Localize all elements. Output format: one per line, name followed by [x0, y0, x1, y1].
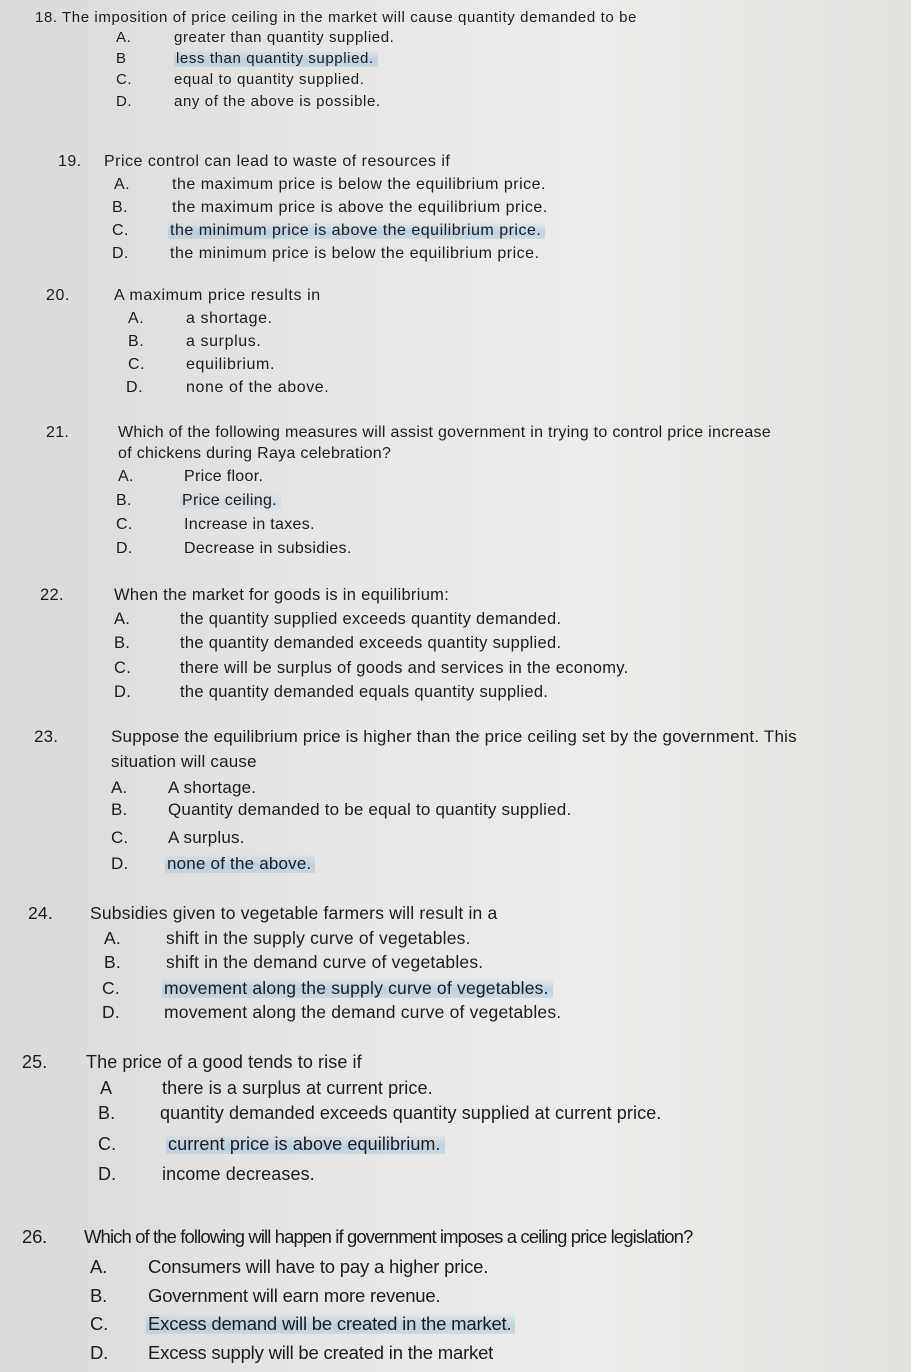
question-number: 19. — [58, 153, 82, 170]
option-letter: B. — [98, 1103, 116, 1123]
option-text: shift in the demand curve of vegetables. — [166, 952, 484, 972]
option-text: the quantity demanded exceeds quantity supplied. — [180, 634, 562, 652]
option-text: any of the above is possible. — [174, 93, 381, 110]
option-text — [165, 854, 315, 874]
question-number: 26. — [22, 1226, 48, 1247]
option-letter: A. — [116, 29, 132, 46]
option-text: A shortage. — [168, 778, 257, 797]
option-text: Consumers will have to pay a higher price. — [148, 1256, 489, 1277]
option-text: income decreases. — [162, 1164, 315, 1184]
question-number: 23. — [34, 727, 59, 746]
option-letter: B. — [104, 952, 121, 972]
question-stem: When the market for goods is in equilibrium: — [114, 586, 450, 604]
option-text: the maximum price is above the equilibrium price. — [172, 199, 548, 216]
highlighted-answer: Price ceiling. — [180, 492, 281, 509]
option-letter: C. — [111, 828, 129, 847]
option-letter: C. — [90, 1313, 109, 1334]
option-text: equilibrium. — [186, 356, 276, 373]
option-text: the quantity supplied exceeds quantity demanded. — [180, 610, 562, 628]
question-stem-continued: situation will cause — [111, 752, 257, 771]
option-letter: D. — [114, 683, 132, 701]
option-text: a shortage. — [186, 310, 273, 327]
option-letter: B. — [114, 634, 131, 652]
option-letter: D. — [116, 540, 133, 557]
option-text: Decrease in subsidies. — [184, 540, 352, 557]
question-stem: Suppose the equilibrium price is higher than the price ceiling set by the government. This — [111, 727, 797, 746]
question-stem: A maximum price results in — [114, 287, 321, 304]
option-text — [146, 1313, 515, 1335]
option-letter: D. — [116, 93, 133, 110]
option-letter: B. — [112, 199, 129, 216]
option-letter: D. — [111, 854, 129, 873]
option-letter: D. — [126, 379, 144, 396]
question-number: 21. — [46, 424, 70, 441]
question-number: 24. — [28, 903, 53, 923]
option-letter: B. — [116, 492, 132, 509]
option-text — [180, 492, 281, 510]
question-stem: The imposition of price ceiling in the market will cause quantity demanded to be — [62, 9, 637, 26]
option-letter: D. — [98, 1164, 117, 1184]
option-letter: D. — [112, 245, 129, 262]
option-letter: A. — [90, 1256, 108, 1277]
option-text: Increase in taxes. — [184, 516, 315, 533]
option-text: Quantity demanded to be equal to quantity supplied. — [168, 800, 572, 819]
option-text — [162, 978, 553, 999]
option-text: there is a surplus at current price. — [162, 1078, 433, 1098]
option-letter: C. — [128, 356, 146, 373]
question-number: 22. — [40, 586, 64, 604]
option-text: there will be surplus of goods and services in the economy. — [180, 659, 629, 677]
option-letter: C. — [116, 71, 133, 88]
question-stem: Subsidies given to vegetable farmers will result in a — [90, 903, 498, 923]
option-text: greater than quantity supplied. — [174, 29, 395, 46]
option-letter: A. — [118, 468, 134, 485]
option-text — [166, 1134, 445, 1155]
highlighted-answer: current price is above equilibrium. — [166, 1134, 445, 1154]
question-number: 25. — [22, 1052, 48, 1072]
option-letter: C. — [116, 516, 133, 533]
option-letter: D. — [90, 1342, 109, 1363]
option-text: A surplus. — [168, 828, 245, 847]
option-letter: C. — [102, 978, 120, 998]
option-letter: A. — [114, 610, 131, 628]
option-letter: B. — [111, 800, 128, 819]
option-letter: A — [100, 1078, 113, 1098]
option-text — [174, 50, 378, 67]
question-number: 18. — [35, 9, 58, 26]
option-letter: D. — [102, 1002, 120, 1022]
highlighted-answer: Excess demand will be created in the market. — [146, 1313, 515, 1334]
option-text: the maximum price is below the equilibrium price. — [172, 176, 546, 193]
option-text: the minimum price is below the equilibrium price. — [170, 245, 540, 262]
option-text — [168, 222, 545, 240]
option-letter: C. — [98, 1134, 117, 1154]
option-text: equal to quantity supplied. — [174, 71, 365, 88]
highlighted-answer: the minimum price is above the equilibrium price. — [168, 222, 545, 239]
question-stem: Price control can lead to waste of resources if — [104, 153, 451, 170]
option-letter: A. — [111, 778, 128, 797]
highlighted-answer: none of the above. — [165, 854, 315, 873]
option-letter: B. — [90, 1285, 108, 1306]
question-stem: Which of the following will happen if government imposes a ceiling price legislation? — [84, 1226, 693, 1247]
question-stem: The price of a good tends to rise if — [86, 1052, 362, 1072]
option-text: movement along the demand curve of vegetables. — [164, 1002, 562, 1022]
option-text: quantity demanded exceeds quantity supplied at current price. — [160, 1103, 662, 1123]
option-letter: C. — [114, 659, 132, 677]
option-text: Price floor. — [184, 468, 264, 485]
option-text: shift in the supply curve of vegetables. — [166, 928, 471, 948]
option-letter: A. — [104, 928, 121, 948]
option-letter: B — [116, 50, 127, 67]
option-text: the quantity demanded equals quantity supplied. — [180, 683, 549, 701]
question-stem-continued: of chickens during Raya celebration? — [118, 445, 392, 462]
option-letter: B. — [128, 333, 145, 350]
highlighted-answer: less than quantity supplied. — [174, 50, 378, 67]
option-letter: A. — [114, 176, 131, 193]
option-text: Excess supply will be created in the market — [148, 1342, 494, 1363]
question-stem: Which of the following measures will assist government in trying to control price increase — [118, 424, 772, 441]
option-text: a surplus. — [186, 333, 262, 350]
question-number: 20. — [46, 287, 71, 304]
option-text: none of the above. — [186, 379, 330, 396]
option-text: Government will earn more revenue. — [148, 1285, 441, 1306]
highlighted-answer: movement along the supply curve of vegetables. — [162, 978, 553, 998]
option-letter: C. — [112, 222, 129, 239]
option-letter: A. — [128, 310, 145, 327]
